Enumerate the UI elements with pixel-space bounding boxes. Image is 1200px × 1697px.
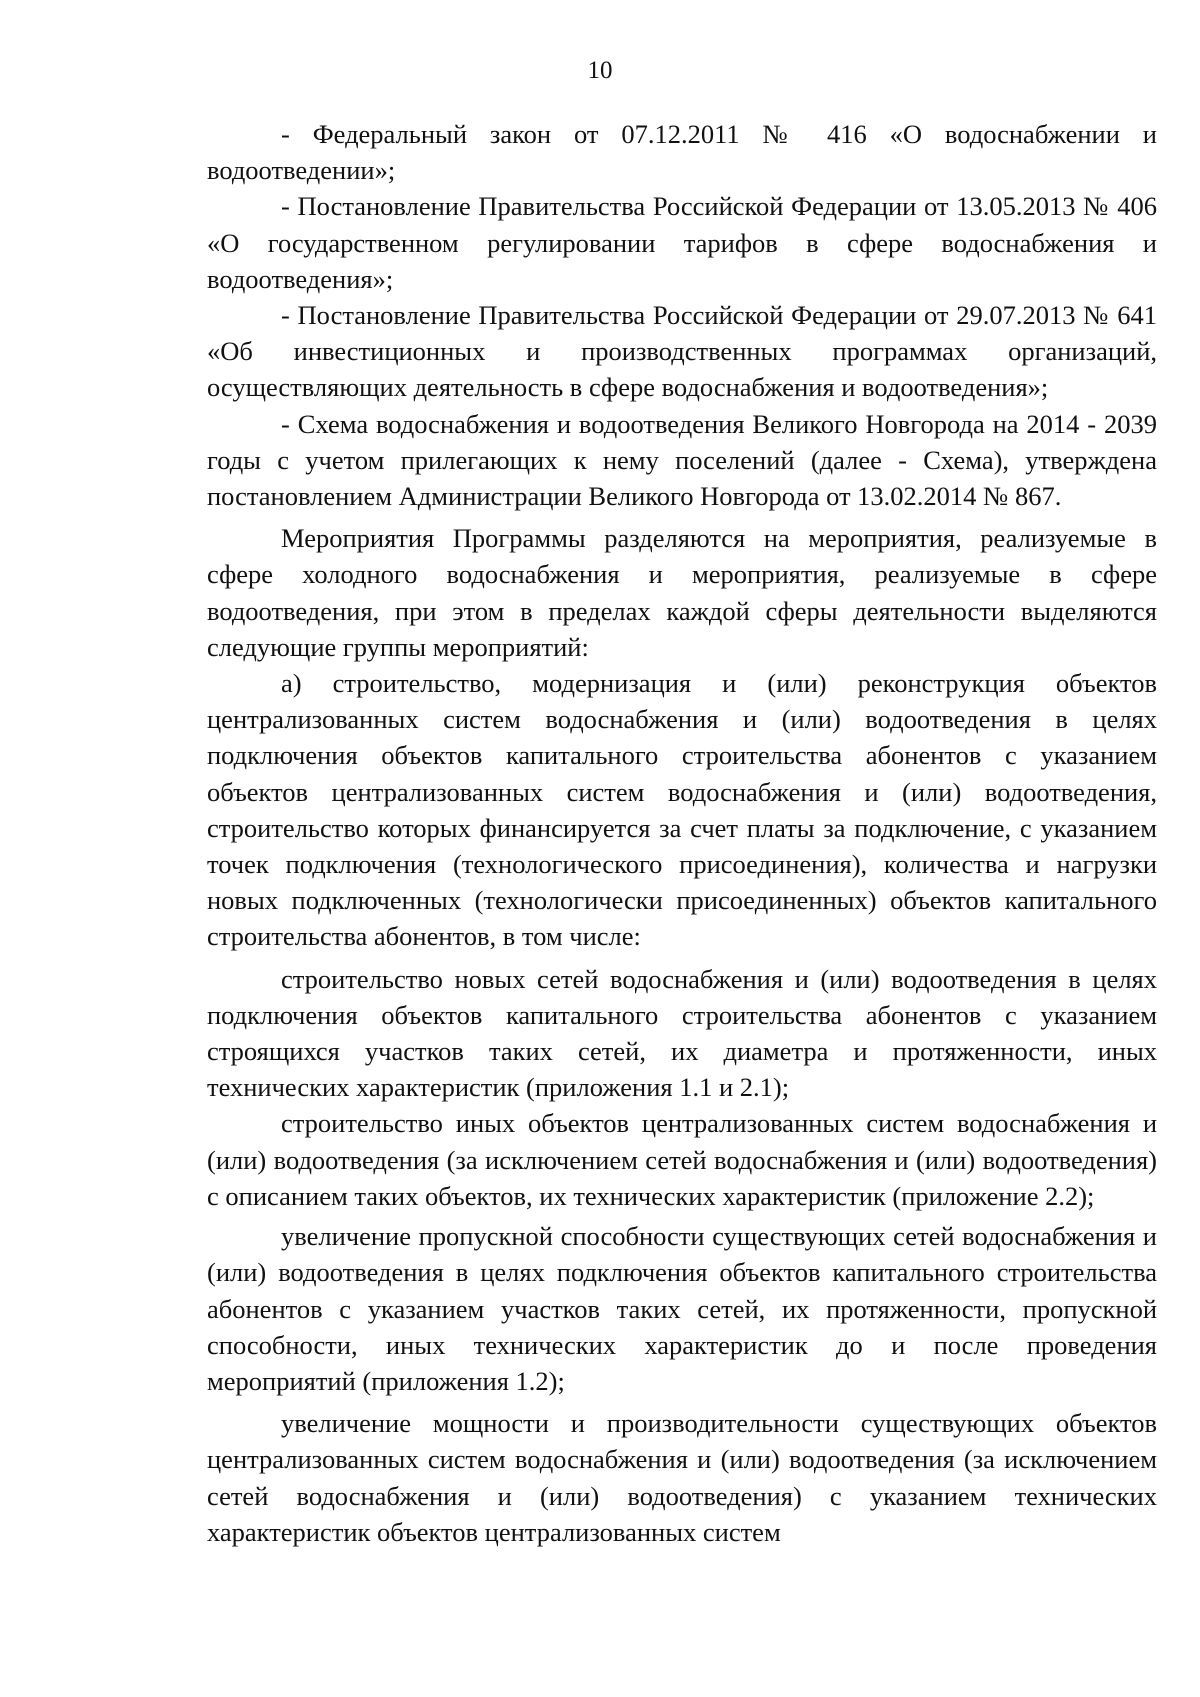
paragraph-new-networks: строительство новых сетей водоснабжения и (или) водоотведения в целях подключения объектов капитального строительства абонентов с указанием строящихся участков таких сетей, их диаметра и протяженности, иных технических характеристик (приложения 1.1 и 2.1); xyxy=(207,963,1157,1103)
paragraph-resolution-641: - Постановление Правительства Российской Федерации от 29.07.2013 № 641 «Об инвестиционных и производственных программах организаций, осуществляющих деятельность в сфере водоснабжения и водоотведения»; xyxy=(207,300,1157,403)
paragraph-power-increase: увеличение мощности и производительности существующих объектов централизованных систем водоснабжения и (или) водоотведения (за исключением сетей водоснабжения и (или) водоотведения) с указанием технических характеристик объектов централизованных систем xyxy=(207,1408,1157,1547)
paragraph-program-measures: Мероприятия Программы разделяются на мероприятия, реализуемые в сфере холодного водоснабжения и мероприятия, реализуемые в сфере водоотведения, при этом в пределах каждой сферы деятельности выделяются следующие группы мероприятий: xyxy=(207,523,1157,662)
paragraph-resolution-406: - Постановление Правительства Российской Федерации от 13.05.2013 № 406 «О государственном регулировании тарифов в сфере водоснабжения и водоотведения»; xyxy=(207,191,1157,294)
paragraph-item-a: а) строительство, модернизация и (или) реконструкция объектов централизованных систем водоснабжения и (или) водоотведения в целях подключения объектов капитального строительства абонентов с указанием объектов централизованных систем водоснабжения и (или) водоотведения, строительство которых финансируется за счет платы за подключение, с указанием точек подключения (технологического присоединения), количества и нагрузки новых подключенных (технологически присоединенных) объектов капитального строительства абонентов, в том числе: xyxy=(207,668,1157,952)
document-body xyxy=(207,116,1157,1550)
paragraph-federal-law-416: - Федеральный закон от 07.12.2011 № 416 «О водоснабжении и водоотведении»; xyxy=(207,119,1157,186)
paragraph-other-objects: строительство иных объектов централизованных систем водоснабжения и (или) водоотведения (за исключением сетей водоснабжения и (или) водоотведения) с описанием таких объектов, их технических характеристик (приложение 2.2); xyxy=(207,1108,1157,1211)
page-number: 10 xyxy=(587,57,613,84)
paragraph-water-supply-scheme: - Схема водоснабжения и водоотведения Великого Новгорода на 2014 - 2039 годы с учетом прилегающих к нему поселений (далее - Схема), утверждена постановлением Администрации Великого Новгорода от 13.02.2014 № 867. xyxy=(207,408,1157,512)
paragraph-capacity-increase: увеличение пропускной способности существующих сетей водоснабжения и (или) водоотведения в целях подключения объектов капитального строительства абонентов с указанием участков таких сетей, их протяженности, пропускной способности, иных технических характеристик до и после проведения мероприятий (приложения 1.2); xyxy=(207,1221,1157,1396)
